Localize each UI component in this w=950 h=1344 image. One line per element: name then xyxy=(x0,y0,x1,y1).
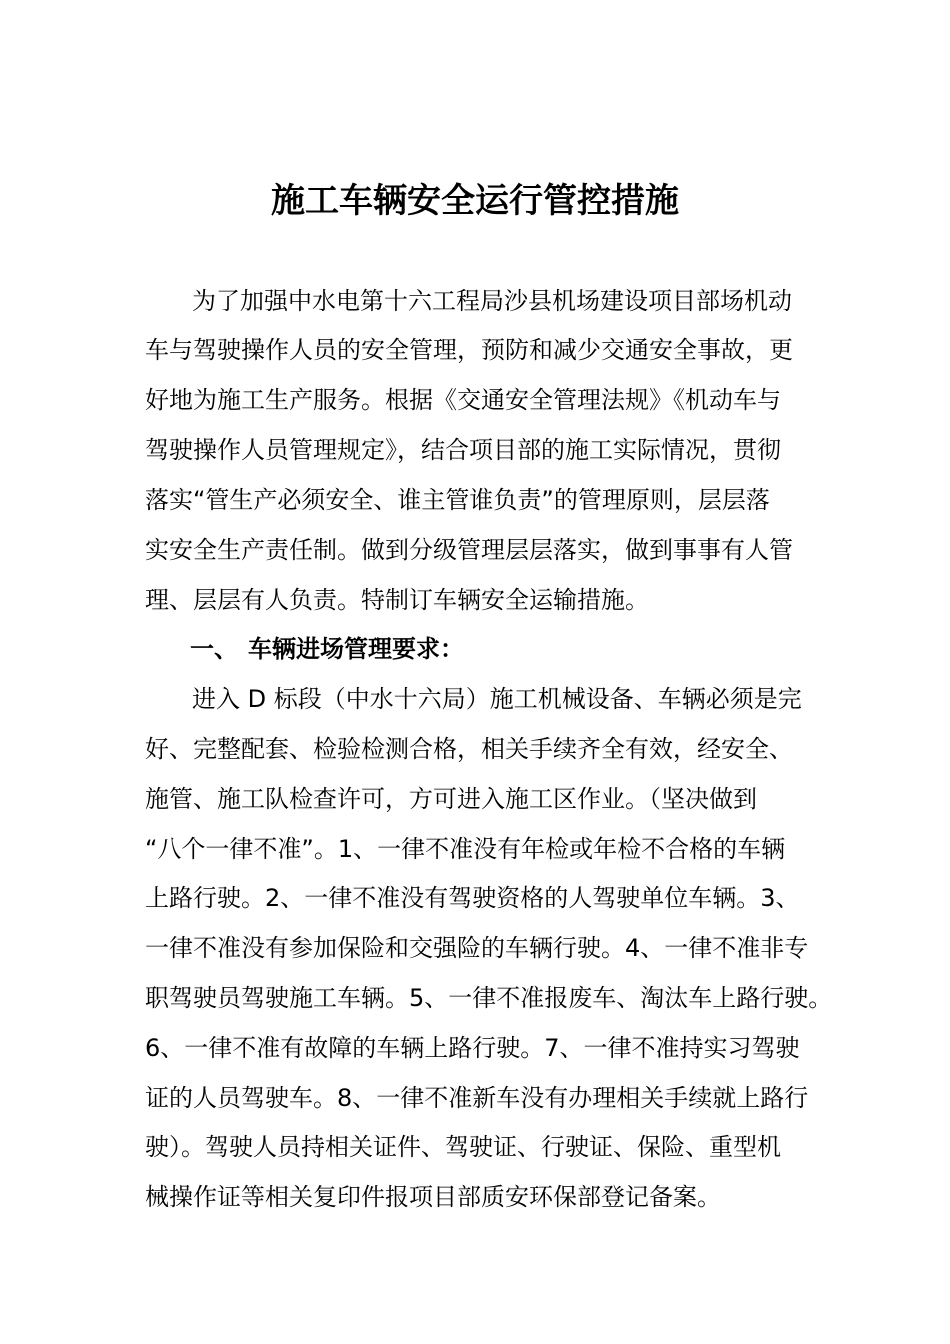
paragraph-line: 好、完整配套、检验检测合格，相关手续齐全有效，经安全、 xyxy=(145,735,793,763)
document-title: 施工车辆安全运行管控措施 xyxy=(271,181,679,221)
section-number: 一、 xyxy=(190,635,238,663)
section-heading xyxy=(190,633,464,665)
paragraph-line: 实安全生产责任制。做到分级管理层层落实，做到事事有人管 xyxy=(145,536,793,564)
paragraph-line: 上路行驶。2、一律不准没有驾驶资格的人驾驶单位车辆。3、 xyxy=(145,884,800,912)
paragraph-line: 职驾驶员驾驶施工车辆。5、一律不准报废车、淘汰车上路行驶。 xyxy=(145,984,833,1012)
paragraph-line: 驶）。驾驶人员持相关证件、驾驶证、行驶证、保险、重型机 xyxy=(145,1133,781,1161)
paragraph-line: 施管、施工队检查许可，方可进入施工区作业。（坚决做到 xyxy=(145,785,757,813)
paragraph-line: 进入 D 标段（中水十六局）施工机械设备、车辆必须是完 xyxy=(192,685,802,713)
paragraph-line: 落实“管生产必须安全、谁主管谁负责”的管理原则，层层落 xyxy=(145,486,770,514)
paragraph-line: 为了加强中水电第十六工程局沙县机场建设项目部场机动 xyxy=(192,287,792,315)
section-heading-text: 车辆进场管理要求： xyxy=(248,635,464,663)
paragraph-line: 6、一律不准有故障的车辆上路行驶。7、一律不准持实习驾驶 xyxy=(145,1034,800,1062)
paragraph-line: 好地为施工生产服务。根据《交通安全管理法规》《机动车与 xyxy=(145,386,781,414)
paragraph-line: 驾驶操作人员管理规定》，结合项目部的施工实际情况，贯彻 xyxy=(145,436,781,464)
paragraph-line: 理、层层有人负责。特制订车辆安全运输措施。 xyxy=(145,586,649,614)
paragraph-line: 一律不准没有参加保险和交强险的车辆行驶。4、一律不准非专 xyxy=(145,934,809,962)
paragraph-line: 械操作证等相关复印件报项目部质安环保部登记备案。 xyxy=(145,1183,721,1211)
paragraph-line: 证的人员驾驶车。8、一律不准新车没有办理相关手续就上路行 xyxy=(145,1084,809,1112)
paragraph-line: “八个一律不准”。1、一律不准没有年检或年检不合格的车辆 xyxy=(145,835,786,863)
paragraph-line: 车与驾驶操作人员的安全管理，预防和减少交通安全事故，更 xyxy=(145,336,793,364)
